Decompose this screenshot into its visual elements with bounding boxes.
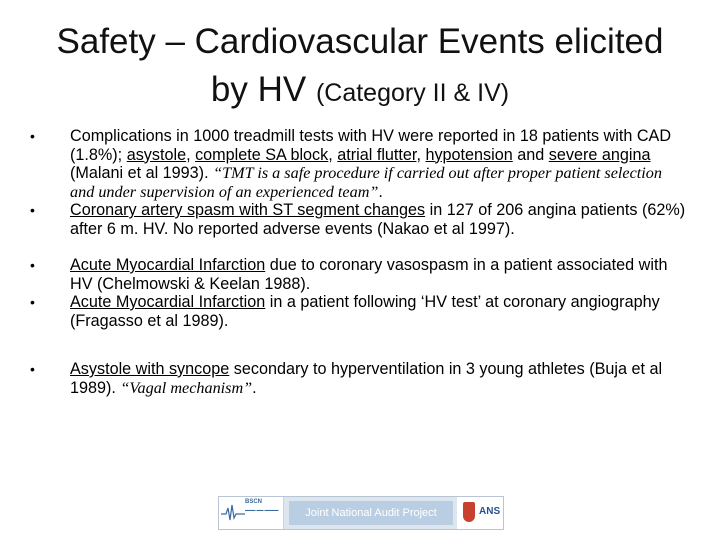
slide-title — [20, 18, 700, 117]
text: in a patient following ‘HV test’ at coronary angiography (Fragasso et al 1989). — [70, 293, 660, 330]
text: secondary to hyperventilation in 3 young athletes (Buja et al 1989). — [70, 360, 663, 397]
bullet-marker: • — [30, 257, 35, 273]
bullet-item-spasm — [28, 201, 688, 238]
bullet-marker: • — [30, 294, 35, 310]
text: . — [252, 378, 257, 397]
text: due to coronary vasospasm in a patient associated with HV (Chelmowski & Keelan 1988). — [70, 256, 668, 293]
bscn-logo-text: BSCN — [245, 499, 263, 505]
term-atrial-flutter: atrial flutter — [337, 145, 417, 164]
footer-logo-banner — [218, 496, 504, 530]
text: Complications in 1000 treadmill tests with HV were reported in 18 patients with CAD (1.8%); — [70, 127, 672, 164]
text: in 127 of 206 angina patients (62%) after 6 m. HV. No reported adverse events (Nakao et al 1997). — [70, 201, 686, 238]
title-line-2-main: by HV — [210, 70, 316, 109]
audit-project-banner: Joint National Audit Project — [289, 501, 453, 525]
bullet-item-asystole — [28, 360, 688, 397]
bullet-marker: • — [30, 128, 35, 144]
term-ami: Acute Myocardial Infarction — [70, 256, 266, 274]
term-coronary-spasm: Coronary artery spasm with ST segment changes — [70, 201, 426, 219]
bullet-marker: • — [30, 361, 35, 377]
text: , — [328, 145, 338, 164]
text: , — [416, 145, 426, 164]
bullet-group-1 — [28, 127, 688, 238]
term-ami: Acute Myocardial Infarction — [70, 293, 266, 311]
bullet-item-treadmill — [28, 127, 688, 201]
crest-icon — [463, 502, 475, 522]
ans-logo — [457, 497, 503, 529]
ecg-icon — [221, 502, 245, 524]
bullet-list — [28, 127, 688, 397]
term-sa-block: complete SA block — [195, 145, 329, 164]
term-severe-angina: severe angina — [548, 145, 651, 164]
bullet-item-ami-2 — [28, 293, 688, 330]
bullet-group-2 — [28, 256, 688, 330]
bullet-marker: • — [30, 202, 35, 218]
text: and — [512, 145, 549, 164]
bullet-group-3 — [28, 360, 688, 397]
text: (Malani et al 1993). — [70, 164, 214, 182]
title-line-2 — [20, 66, 700, 117]
ans-logo-text: ANS — [479, 506, 501, 517]
term-hypotension: hypotension — [425, 145, 513, 164]
bscn-logo-fineprint: ▬▬▬ ▬▬ ▬▬▬▬ — [245, 508, 279, 512]
title-line-1: Safety – Cardiovascular Events elicited — [56, 22, 664, 61]
term-asystole: asystole — [126, 145, 187, 164]
bullet-item-ami-1 — [28, 256, 688, 293]
text: , — [186, 145, 196, 164]
term-asystole-syncope: Asystole with syncope — [70, 360, 230, 378]
title-subtitle: (Category II & IV) — [315, 79, 510, 107]
text: . — [378, 182, 383, 201]
bscn-logo — [219, 497, 284, 529]
quote-vagal: “Vagal mechanism” — [120, 378, 253, 397]
quote-tmt: “TMT is a safe procedure if carried out after proper patient selection and under supervision of an experienced team” — [70, 164, 662, 201]
